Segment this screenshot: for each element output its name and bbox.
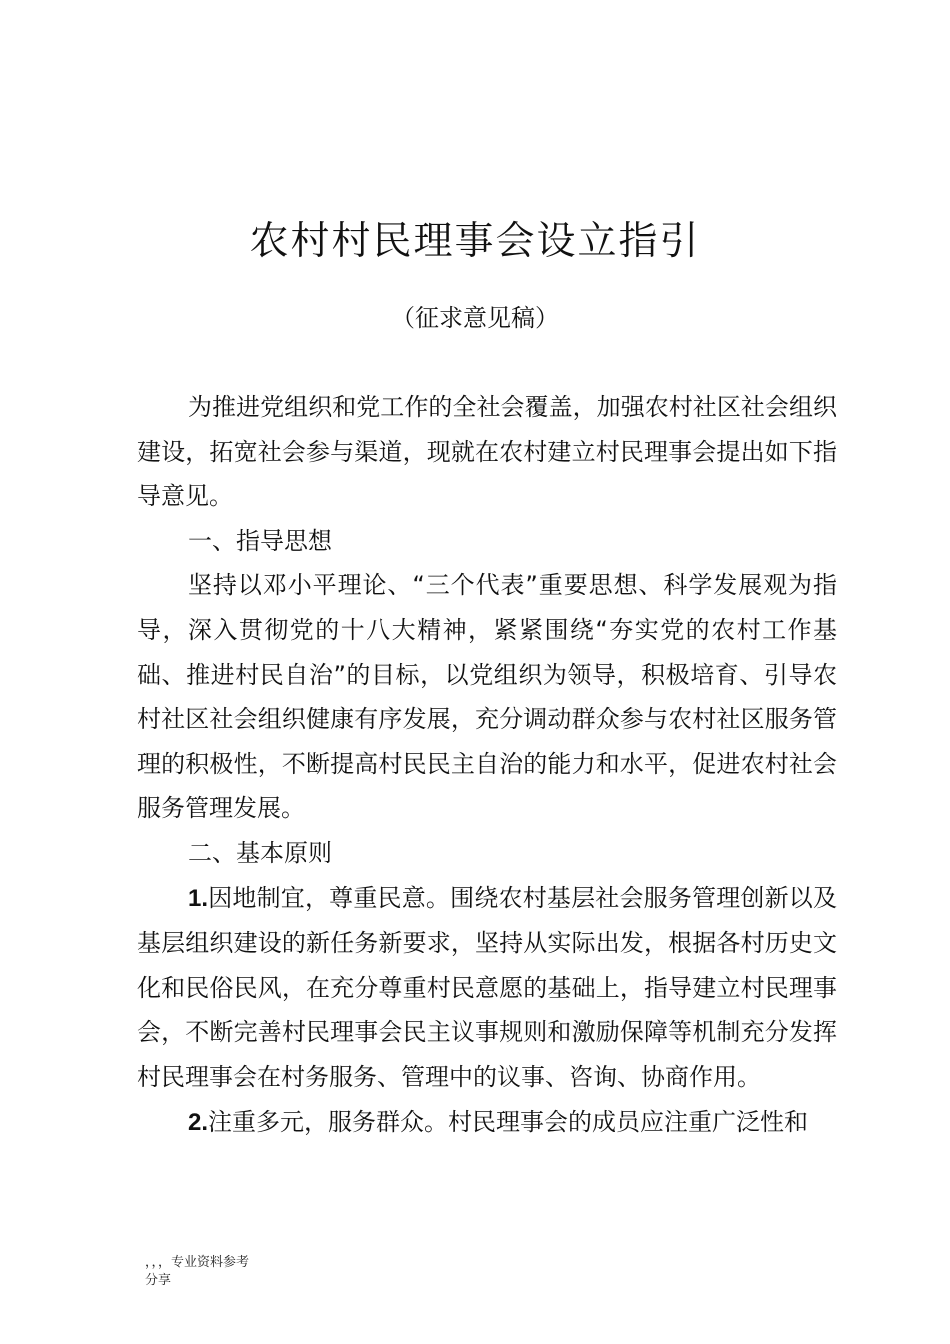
footer-line-reference: ，，，专业资料参考 — [145, 1255, 250, 1270]
principle-2-text: 注重多元，服务群众。村民理事会的成员应注重广泛性和 — [208, 1107, 809, 1136]
section-heading-basic-principles: 二、基本原则 — [188, 838, 332, 867]
intro-paragraph: 为推进党组织和党工作的全社会覆盖，加强农村社区社会组织建设，拓宽社会参与渠道，现就在农村建立村民理事会提出如下指导意见。 — [137, 393, 837, 511]
section-heading-guiding-ideology: 一、指导思想 — [188, 526, 332, 555]
page-footer — [145, 1254, 249, 1290]
document-body — [137, 385, 837, 1145]
document-title: 农村村民理事会设立指引 — [249, 219, 701, 264]
footer-line-share: 分享 — [145, 1273, 172, 1288]
document-subtitle: （征求意见稿） — [391, 304, 559, 332]
principle-2-paragraph — [137, 1100, 837, 1146]
guiding-ideology-paragraph: 坚持以邓小平理论、“三个代表”重要思想、科学发展观为指导，深入贯彻党的十八大精神，紧紧围绕“夯实党的农村工作基础、推进村民自治”的目标，以党组织为领导，积极培育、引导农村社区社会组织健康有序发展，充分调动群众参与农村社区服务管理的积极性，不断提高村民民主自治的能力和水平，促进农村社会服务管理发展。 — [137, 571, 837, 823]
principle-1-paragraph — [137, 876, 837, 1100]
principle-2-number: 2. — [188, 1108, 209, 1136]
principle-1-text: 因地制宜，尊重民意。围绕农村基层社会服务管理创新以及基层组织建设的新任务新要求，坚持从实际出发，根据各村历史文化和民俗民风，在充分尊重村民意愿的基础上，指导建立村民理事会，不断完善村民理事会民主议事规则和激励保障等机制充分发挥村民理事会在村务服务、管理中的议事、咨询、协商作用。 — [137, 883, 837, 1091]
principle-1-number: 1. — [188, 884, 209, 912]
